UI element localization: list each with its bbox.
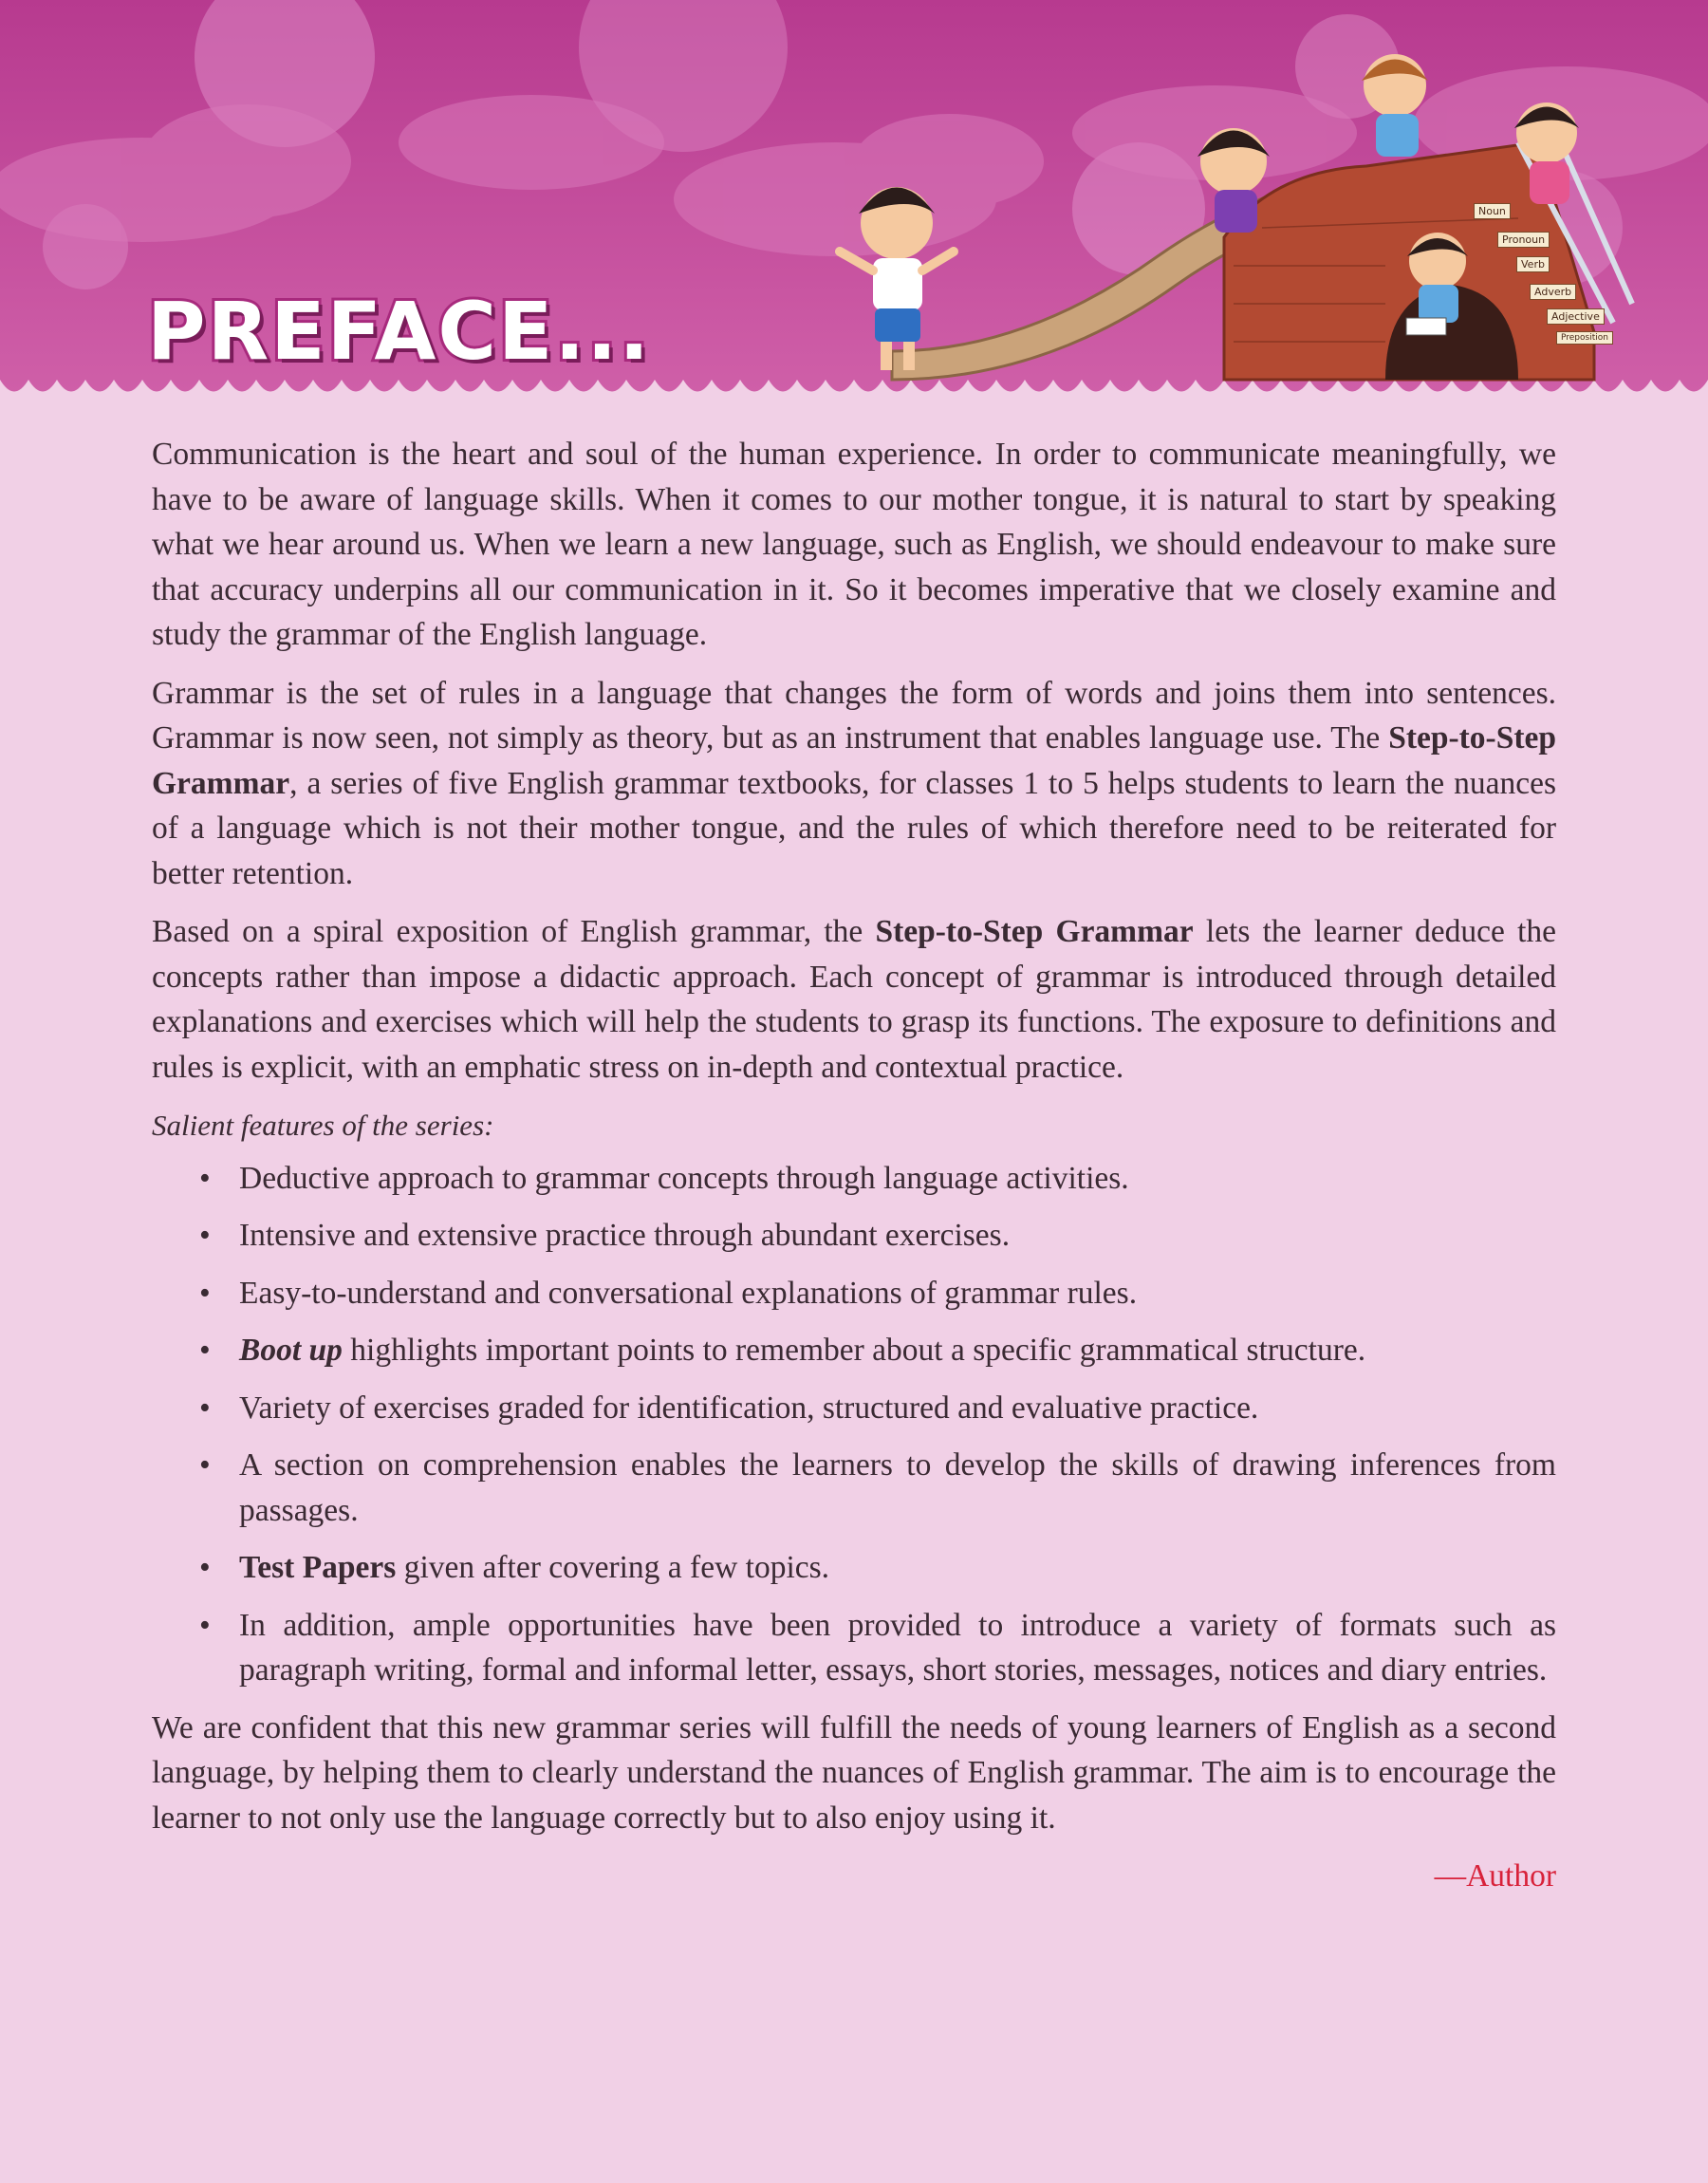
bullet-icon: • — [199, 1607, 211, 1643]
paragraph-2 — [152, 671, 1556, 897]
list-item: • Intensive and extensive practice through abundant exercises. — [152, 1213, 1556, 1259]
stair-label-adverb: Adverb — [1530, 284, 1576, 300]
series-name-bold: Step-to-Step Grammar — [875, 914, 1194, 949]
bullet-icon: • — [199, 1390, 211, 1426]
test-papers-term: Test Papers — [239, 1550, 397, 1585]
author-signature: —Author — [1434, 1858, 1556, 1894]
paragraph-3-text-b: lets the learner deduce the concepts rather than impose a didactic approach. Each concept of grammar is introduced through detailed explanations and exercises which will help the students to grasp its functions. The exposure to definitions and rules is explicit, with an emphatic stress on in-depth and contextual practice. — [152, 914, 1556, 1085]
bullet-icon: • — [199, 1447, 211, 1483]
boot-up-term: Boot up — [239, 1333, 343, 1368]
paragraph-3-text-a: Based on a spiral exposition of English grammar, the — [152, 914, 876, 949]
list-item: • Deductive approach to grammar concepts through language activities. — [152, 1156, 1556, 1202]
closing-paragraph: We are confident that this new grammar series will fulfill the needs of young learners of English as a second language, by helping them to clearly understand the nuances of English grammar. The aim is to encourage the learner to not only use the language correctly but to also enjoy using it. — [152, 1709, 1556, 1836]
bullet-icon: • — [199, 1218, 211, 1253]
bullet-icon: • — [199, 1275, 211, 1311]
stair-label-preposition: Preposition — [1556, 331, 1613, 345]
stair-label-pronoun: Pronoun — [1497, 232, 1550, 248]
bullet-icon: • — [199, 1333, 211, 1368]
paragraph-1: Communication is the heart and soul of the human experience. In order to communicate meaningfully, we have to be aware of language skills. When it comes to our mother tongue, it is natural to start by speaking what we hear around us. When we learn a new language, such as English, we should endeavour to make sure that accuracy underpins all our communication in it. So it becomes imperative that we closely examine and study the grammar of the English language. — [152, 437, 1556, 652]
stair-label-adjective: Adjective — [1547, 308, 1605, 325]
stair-label-noun: Noun — [1474, 203, 1511, 219]
stair-label-verb: Verb — [1516, 256, 1550, 272]
features-heading: Salient features of the series: — [152, 1109, 494, 1142]
list-item: • Boot up highlights important points to remember about a specific grammatical structure. — [152, 1328, 1556, 1373]
paragraph-2-text-a: Grammar is the set of rules in a language that changes the form of words and joins them into sentences. Grammar is now seen, not simply as theory, but as an instrument that enables language use. The — [152, 675, 1556, 756]
header-banner — [0, 0, 1708, 418]
bullet-icon: • — [199, 1550, 211, 1585]
bullet-icon: • — [199, 1160, 211, 1196]
features-list — [152, 1156, 1556, 1693]
list-item: • Variety of exercises graded for identification, structured and evaluative practice. — [152, 1386, 1556, 1431]
list-item: • A section on comprehension enables the learners to develop the skills of drawing inferences from passages. — [152, 1443, 1556, 1533]
paragraph-3 — [152, 909, 1556, 1090]
list-item: • In addition, ample opportunities have been provided to introduce a variety of formats such as paragraph writing, formal and informal letter, essays, short stories, messages, notices and diary entries. — [152, 1603, 1556, 1693]
series-name-bold: Step-to-Step Grammar — [152, 720, 1556, 801]
paragraph-2-text-b: , a series of five English grammar textbooks, for classes 1 to 5 helps students to learn the nuances of a language which is not their mother tongue, and the rules of which therefore need to be reiterated for better retention. — [152, 765, 1556, 891]
page-title: PREFACE... — [147, 285, 652, 378]
preface-body — [152, 432, 1556, 1899]
list-item: • Test Papers given after covering a few topics. — [152, 1545, 1556, 1591]
list-item: • Easy-to-understand and conversational explanations of grammar rules. — [152, 1271, 1556, 1316]
